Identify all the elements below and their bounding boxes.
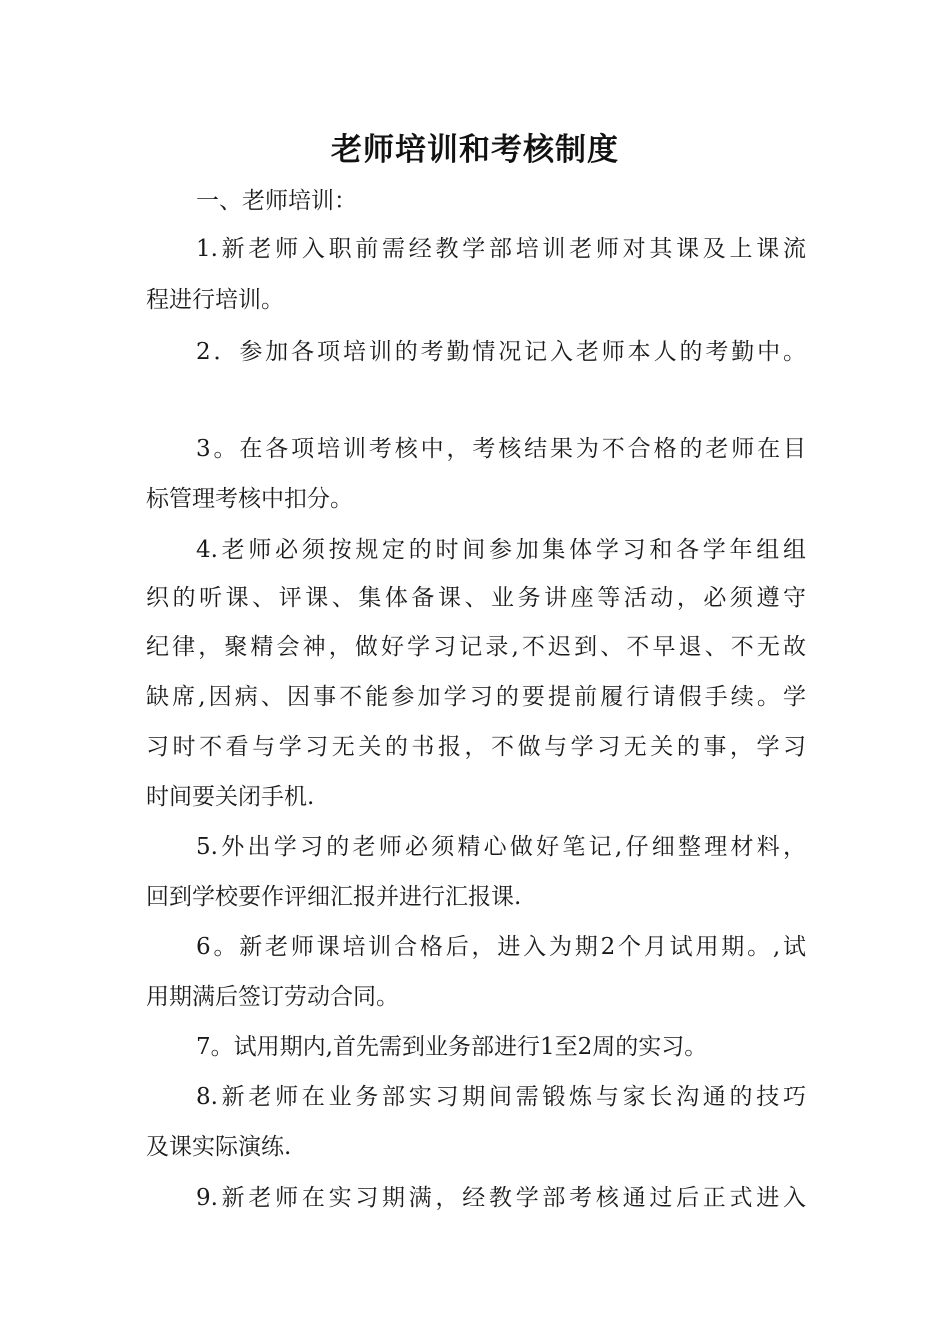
- paragraph-line: 8.新老师在业务部实习期间需锻炼与家长沟通的技巧: [196, 1084, 806, 1110]
- paragraph-line: 2．参加各项培训的考勤情况记入老师本人的考勤中。: [196, 339, 806, 365]
- document-title: 老师培训和考核制度: [331, 132, 619, 168]
- paragraph-line: 标管理考核中扣分。: [146, 486, 353, 512]
- paragraph-line: 7。试用期内,首先需到业务部进行1至2周的实习。: [196, 1034, 708, 1060]
- paragraph-line: 4.老师必须按规定的时间参加集体学习和各学年组组: [196, 537, 806, 563]
- section-heading: 一、老师培训：: [196, 188, 357, 214]
- paragraph-line: 9.新老师在实习期满，经教学部考核通过后正式进入: [196, 1185, 806, 1211]
- paragraph-line: 程进行培训。: [146, 287, 284, 313]
- paragraph-line: 时间要关闭手机.: [146, 784, 315, 810]
- paragraph-line: 回到学校要作评细汇报并进行汇报课.: [146, 884, 522, 910]
- paragraph-line: 习时不看与学习无关的书报，不做与学习无关的事，学习: [146, 734, 806, 760]
- paragraph-line: 1.新老师入职前需经教学部培训老师对其课及上课流: [196, 236, 806, 262]
- paragraph-line: 用期满后签订劳动合同。: [146, 984, 399, 1010]
- paragraph-line: 及课实际演练.: [146, 1134, 292, 1160]
- paragraph-line: 6。新老师课培训合格后，进入为期2个月试用期。,试: [196, 934, 806, 960]
- paragraph-line: 3。在各项培训考核中，考核结果为不合格的老师在目: [196, 436, 806, 462]
- paragraph-line: 5.外出学习的老师必须精心做好笔记,仔细整理材料，: [196, 834, 806, 860]
- paragraph-line: 织的听课、评课、集体备课、业务讲座等活动，必须遵守: [146, 585, 806, 611]
- paragraph-line: 缺席,因病、因事不能参加学习的要提前履行请假手续。学: [146, 684, 806, 710]
- paragraph-line: 纪律，聚精会神，做好学习记录,不迟到、不早退、不无故: [146, 634, 806, 660]
